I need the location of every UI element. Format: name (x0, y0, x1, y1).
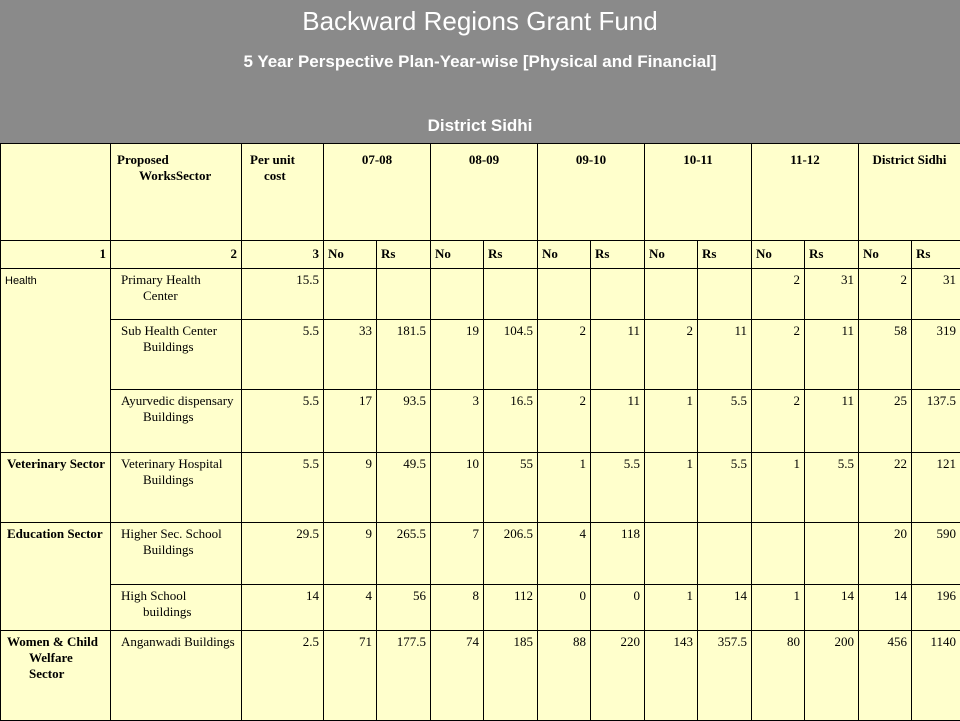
index-cell: Rs (912, 241, 960, 269)
value-cell: 11 (805, 320, 859, 390)
value-cell (752, 523, 805, 585)
header-total: District Sidhi (859, 144, 960, 241)
table-row (1, 453, 960, 523)
value-cell: 20 (859, 523, 912, 585)
value-cell: 1 (752, 585, 805, 631)
value-cell: 88 (538, 631, 591, 721)
value-cell (805, 523, 859, 585)
value-cell: 1 (645, 585, 698, 631)
value-cell: 121 (912, 453, 960, 523)
sector-education: Education Sector (1, 523, 111, 631)
value-cell: 31 (912, 269, 960, 320)
value-cell: 9 (324, 453, 377, 523)
value-cell: 1 (538, 453, 591, 523)
value-cell: 5.5 (698, 453, 752, 523)
value-cell: 118 (591, 523, 645, 585)
value-cell: 49.5 (377, 453, 431, 523)
unit-cost: 5.5 (242, 453, 324, 523)
value-cell: 5.5 (805, 453, 859, 523)
column-header-row (1, 144, 960, 241)
value-cell: 2 (538, 390, 591, 453)
unit-cost: 5.5 (242, 390, 324, 453)
value-cell: 16.5 (484, 390, 538, 453)
work-name: High School buildings (111, 585, 242, 631)
value-cell: 11 (591, 390, 645, 453)
index-cell: Rs (591, 241, 645, 269)
work-name: Higher Sec. School Buildings (111, 523, 242, 585)
value-cell: 22 (859, 453, 912, 523)
value-cell: 220 (591, 631, 645, 721)
value-cell: 58 (859, 320, 912, 390)
header-year-07-08: 07-08 (324, 144, 431, 241)
value-cell: 11 (805, 390, 859, 453)
value-cell (698, 523, 752, 585)
header-year-10-11: 10-11 (645, 144, 752, 241)
unit-cost: 14 (242, 585, 324, 631)
header-unit-cost: Per unit cost (242, 144, 324, 241)
district-heading: District Sidhi (0, 116, 960, 136)
table-row (1, 631, 960, 721)
value-cell: 2 (538, 320, 591, 390)
value-cell: 357.5 (698, 631, 752, 721)
value-cell: 33 (324, 320, 377, 390)
value-cell: 14 (805, 585, 859, 631)
page-title: Backward Regions Grant Fund (0, 6, 960, 37)
table-row (1, 320, 960, 390)
value-cell (698, 269, 752, 320)
value-cell: 137.5 (912, 390, 960, 453)
value-cell: 4 (538, 523, 591, 585)
index-row (1, 241, 960, 269)
value-cell: 112 (484, 585, 538, 631)
value-cell (484, 269, 538, 320)
index-cell: No (752, 241, 805, 269)
index-cell: Rs (484, 241, 538, 269)
header-year-11-12: 11-12 (752, 144, 859, 241)
value-cell: 17 (324, 390, 377, 453)
value-cell: 104.5 (484, 320, 538, 390)
value-cell: 3 (431, 390, 484, 453)
value-cell: 1 (752, 453, 805, 523)
value-cell: 19 (431, 320, 484, 390)
unit-cost: 29.5 (242, 523, 324, 585)
index-cell: No (538, 241, 591, 269)
value-cell: 1140 (912, 631, 960, 721)
value-cell: 9 (324, 523, 377, 585)
value-cell: 55 (484, 453, 538, 523)
value-cell: 5.5 (591, 453, 645, 523)
value-cell: 2 (752, 390, 805, 453)
value-cell: 590 (912, 523, 960, 585)
value-cell: 7 (431, 523, 484, 585)
value-cell: 25 (859, 390, 912, 453)
value-cell: 74 (431, 631, 484, 721)
work-name: Sub Health Center Buildings (111, 320, 242, 390)
slide-header (0, 0, 960, 143)
value-cell (645, 269, 698, 320)
value-cell: 1 (645, 453, 698, 523)
table-row (1, 585, 960, 631)
table-row (1, 269, 960, 320)
index-cell: No (431, 241, 484, 269)
work-name: Anganwadi Buildings (111, 631, 242, 721)
value-cell: 71 (324, 631, 377, 721)
page-subtitle: 5 Year Perspective Plan-Year-wise [Physical and Financial] (0, 52, 960, 72)
value-cell: 1 (645, 390, 698, 453)
value-cell (591, 269, 645, 320)
value-cell: 143 (645, 631, 698, 721)
value-cell: 0 (538, 585, 591, 631)
value-cell: 31 (805, 269, 859, 320)
index-cell: No (859, 241, 912, 269)
value-cell: 14 (859, 585, 912, 631)
value-cell (377, 269, 431, 320)
value-cell (324, 269, 377, 320)
value-cell: 181.5 (377, 320, 431, 390)
unit-cost: 5.5 (242, 320, 324, 390)
value-cell: 319 (912, 320, 960, 390)
sector-women-child-welfare: Women & Child Welfare Sector (1, 631, 111, 721)
header-year-09-10: 09-10 (538, 144, 645, 241)
value-cell (645, 523, 698, 585)
table-row (1, 523, 960, 585)
value-cell: 200 (805, 631, 859, 721)
value-cell: 206.5 (484, 523, 538, 585)
unit-cost: 2.5 (242, 631, 324, 721)
index-cell: 3 (242, 241, 324, 269)
index-cell: Rs (805, 241, 859, 269)
index-cell: No (645, 241, 698, 269)
index-cell: No (324, 241, 377, 269)
value-cell: 4 (324, 585, 377, 631)
sector-veterinary: Veterinary Sector (1, 453, 111, 523)
value-cell: 5.5 (698, 390, 752, 453)
value-cell: 185 (484, 631, 538, 721)
value-cell (431, 269, 484, 320)
value-cell: 456 (859, 631, 912, 721)
work-name: Primary Health Center (111, 269, 242, 320)
value-cell: 2 (859, 269, 912, 320)
value-cell: 2 (752, 320, 805, 390)
index-cell: 2 (111, 241, 242, 269)
plan-table (0, 143, 960, 721)
value-cell: 2 (645, 320, 698, 390)
table-row (1, 390, 960, 453)
value-cell: 11 (698, 320, 752, 390)
index-cell: 1 (1, 241, 111, 269)
index-cell: Rs (698, 241, 752, 269)
value-cell: 8 (431, 585, 484, 631)
work-name: Veterinary Hospital Buildings (111, 453, 242, 523)
value-cell: 196 (912, 585, 960, 631)
value-cell: 10 (431, 453, 484, 523)
header-blank (1, 144, 111, 241)
value-cell: 177.5 (377, 631, 431, 721)
unit-cost: 15.5 (242, 269, 324, 320)
header-year-08-09: 08-09 (431, 144, 538, 241)
value-cell: 0 (591, 585, 645, 631)
sector-health: Health (1, 269, 111, 453)
value-cell: 56 (377, 585, 431, 631)
value-cell: 93.5 (377, 390, 431, 453)
value-cell: 265.5 (377, 523, 431, 585)
value-cell: 14 (698, 585, 752, 631)
value-cell (538, 269, 591, 320)
value-cell: 11 (591, 320, 645, 390)
value-cell: 80 (752, 631, 805, 721)
index-cell: Rs (377, 241, 431, 269)
header-proposed-works: Proposed WorksSector (111, 144, 242, 241)
work-name: Ayurvedic dispensary Buildings (111, 390, 242, 453)
value-cell: 2 (752, 269, 805, 320)
